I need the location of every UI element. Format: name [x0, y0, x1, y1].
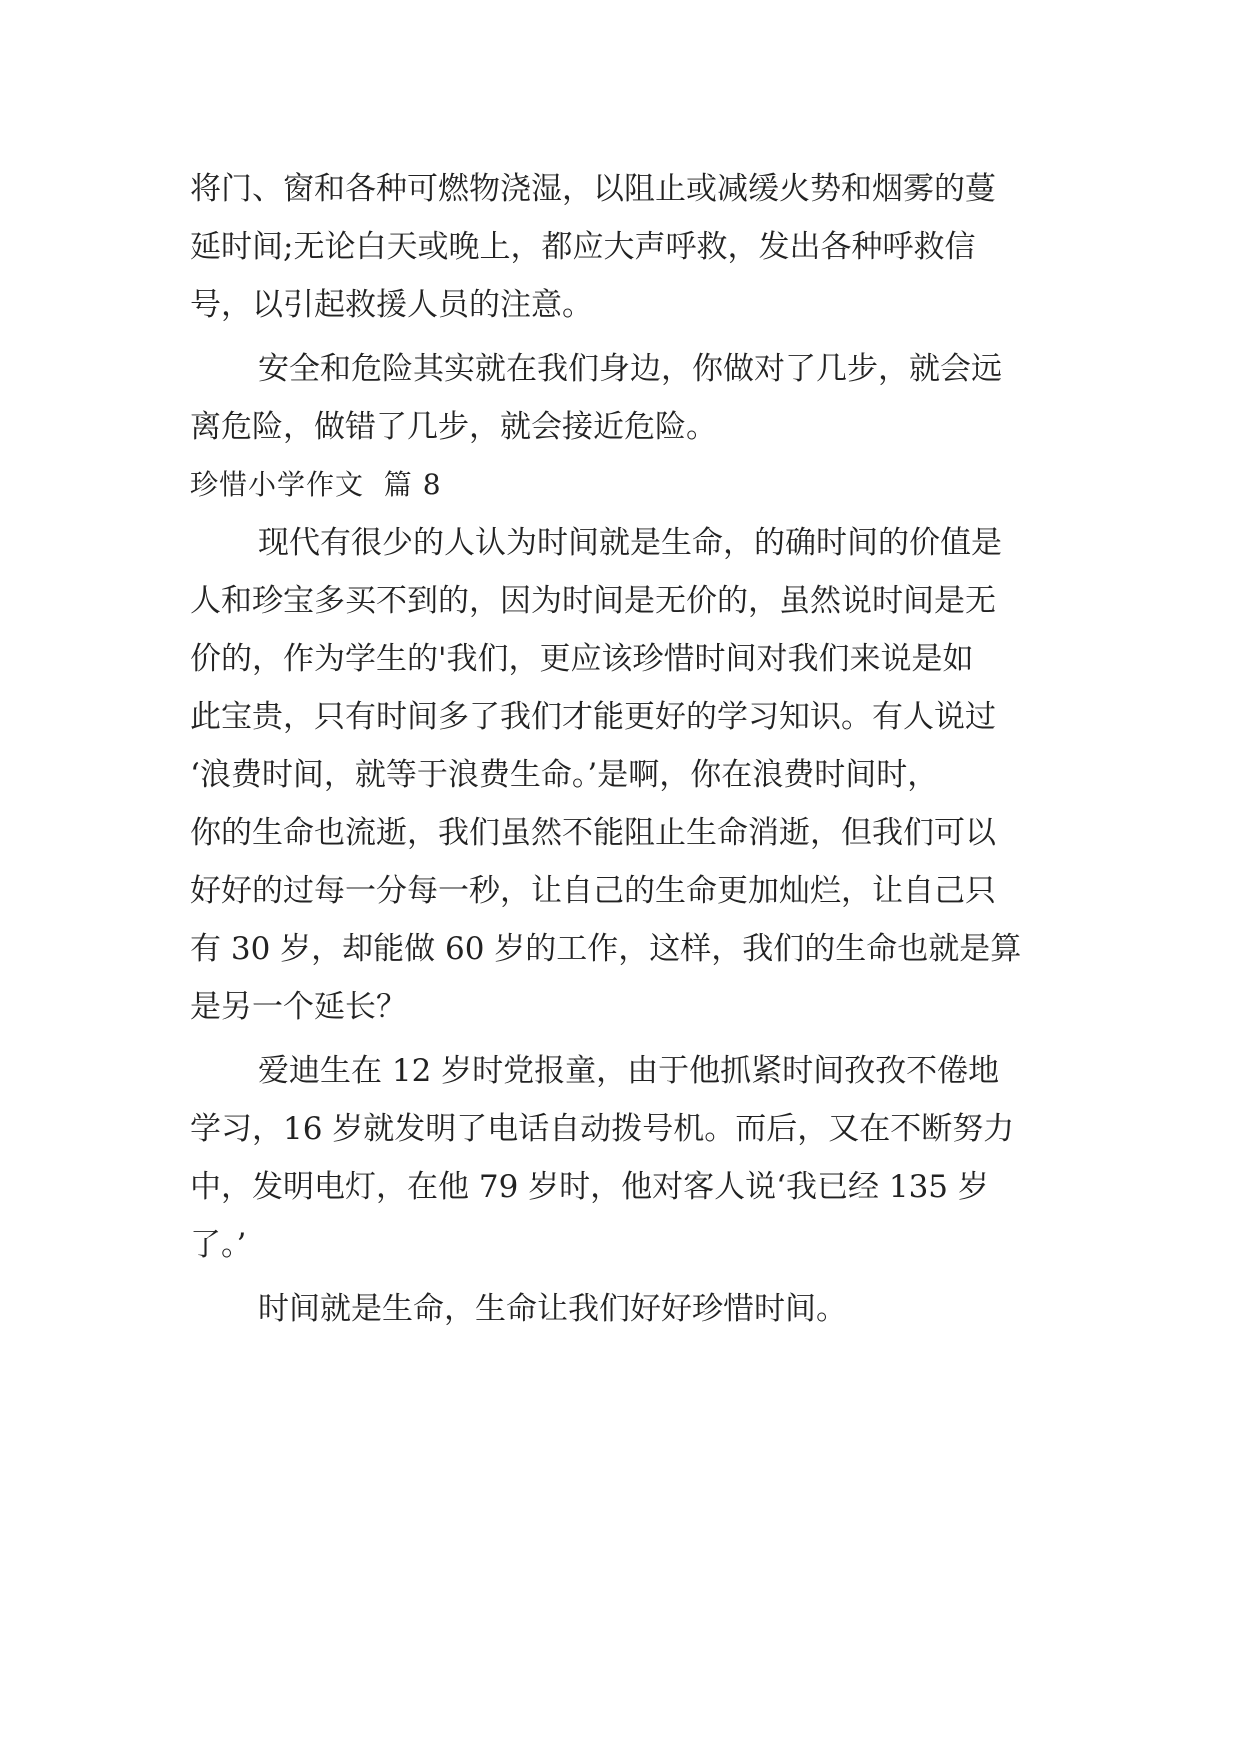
paragraph-fire-escape — [190, 160, 1046, 334]
paragraph-time-is-life — [190, 514, 1046, 1036]
text-line: 价的，作为学生的'我们，更应该珍惜时间对我们来说是如 — [190, 641, 974, 677]
text-line: 号，以引起救援人员的注意。 — [190, 287, 593, 323]
text-line: 将门、窗和各种可燃物浇湿，以阻止或减缓火势和烟雾的蔓 — [190, 171, 996, 207]
text-line: 好好的过每一分每一秒，让自己的生命更加灿烂，让自己只 — [190, 873, 996, 909]
text-line: 爱迪生在 12 岁时党报童，由于他抓紧时间孜孜不倦地 — [258, 1053, 1000, 1089]
paragraph-safety — [190, 340, 1046, 456]
text-line: 人和珍宝多买不到的，因为时间是无价的，虽然说时间是无 — [190, 583, 996, 619]
text-line: 了。’ — [190, 1227, 247, 1263]
text-line: 中，发明电灯，在他 79 岁时，他对客人说‘我已经 135 岁 — [190, 1169, 989, 1205]
section-heading-text: 珍惜小学作文 篇 8 — [190, 468, 442, 501]
text-line: 学习，16 岁就发明了电话自动拨号机。而后，又在不断努力 — [190, 1111, 1015, 1147]
text-line: 是另一个延长？ — [190, 989, 407, 1025]
text-line: 安全和危险其实就在我们身边，你做对了几步，就会远 — [258, 351, 1002, 387]
document-page — [190, 160, 1046, 1338]
text-line: 离危险，做错了几步，就会接近危险。 — [190, 409, 717, 445]
section-heading — [190, 456, 1046, 514]
text-line: 现代有很少的人认为时间就是生命，的确时间的价值是 — [258, 525, 1002, 561]
text-line: ‘浪费时间，就等于浪费生命。’是啊，你在浪费时间时， — [190, 757, 939, 793]
text-line: 延时间;无论白天或晚上，都应大声呼救，发出各种呼救信 — [190, 229, 976, 265]
text-line: 有 30 岁，却能做 60 岁的工作，这样，我们的生命也就是算 — [190, 931, 1022, 967]
paragraph-edison — [190, 1042, 1046, 1274]
text-line: 此宝贵，只有时间多了我们才能更好的学习知识。有人说过 — [190, 699, 996, 735]
text-line: 你的生命也流逝，我们虽然不能阻止生命消逝，但我们可以 — [190, 815, 996, 851]
text-line: 时间就是生命，生命让我们好好珍惜时间。 — [258, 1291, 847, 1327]
paragraph-conclusion — [190, 1280, 1046, 1338]
